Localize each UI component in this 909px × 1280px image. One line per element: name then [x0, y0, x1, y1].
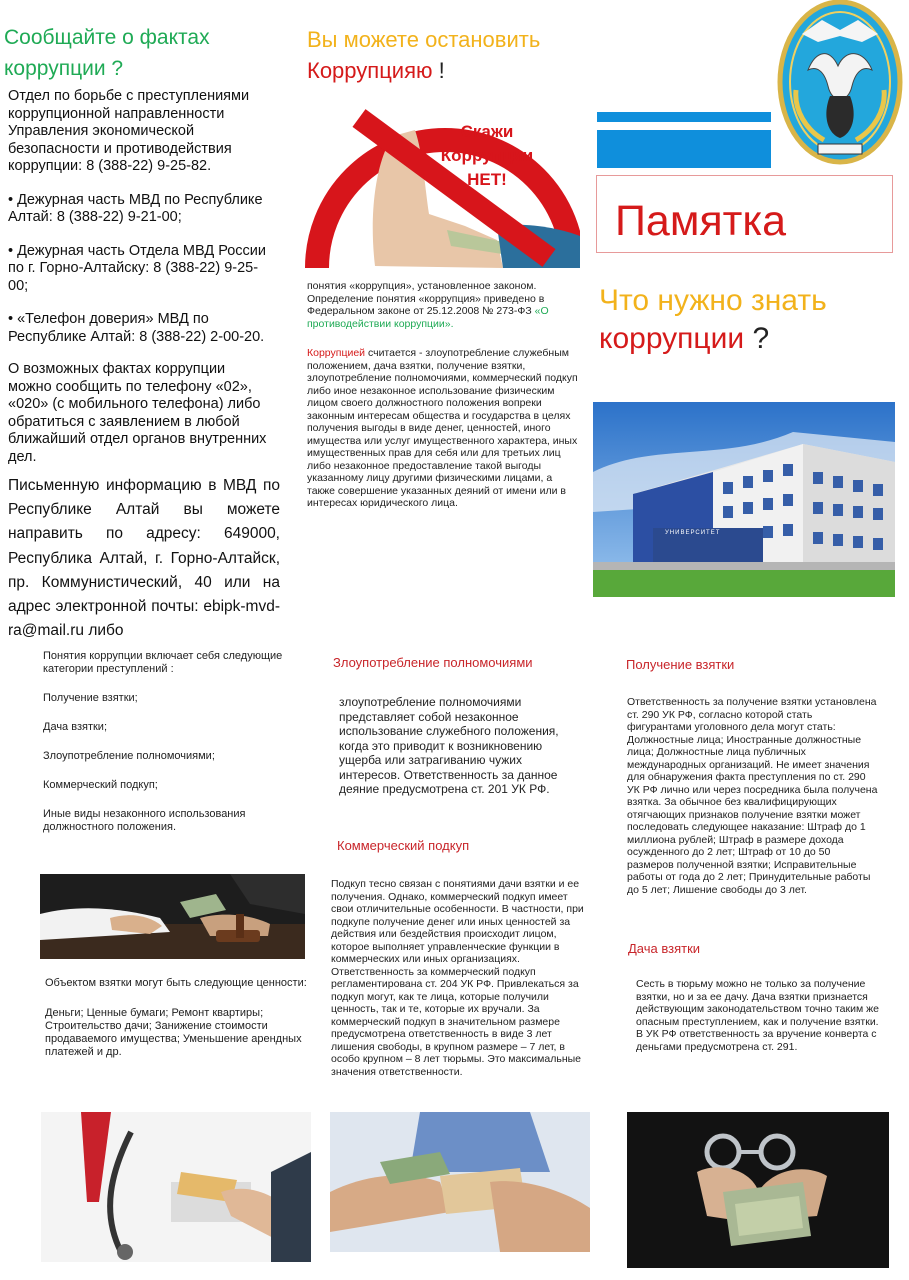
- dept-contact: Отдел по борьбе с преступлениями коррупционной направленности Управления экономической безопасности и противодействия коррупции: 8 (388-22) 9-25-82.: [8, 88, 250, 174]
- bullet-hotline: • «Телефон доверия» МВД по Республике Алтай: 8 (388-22) 2-00-20.: [8, 311, 265, 345]
- values-text: Деньги; Ценные бумаги; Ремонт квартиры; Строительство дачи; Занижение стоимости продаваемого имущества; Уменьшение арендных платежей и др.: [45, 1007, 302, 1058]
- definition-law-name: «О противодействии коррупции».: [307, 305, 549, 330]
- bribery-text: Подкуп тесно связан с понятиями дачи взятки и ее получения. Однако, коммерческий подкуп имеет свои отличительные особенности. В частности, при подкупе получение денег или иных ценностей за действия или бездействия происходит лицом, которое выполняет управленческие функции в коммерческих или иных организациях. Ответственность за коммерческий подкуп регламентирована ст. 204 УК РФ. Привлекаться за подкуп могут, как те лица, которые получили ценность, так и те, которые их вручали. За коммерческий подкуп в значительном размере предусмотрена ответственность в виде 3 лет лишения свободы, в крупном размере – 7 лет, в особо крупном – 8 лет тюрьмы. Это максимальные значения ответственности.: [331, 878, 584, 1078]
- bribe-handshake-photo: [40, 874, 305, 959]
- poster-slogan-line2: Коррупции: [440, 146, 534, 165]
- category-abuse: Злоупотребление полномочиями;: [43, 750, 215, 762]
- envelope-illustration: [330, 1112, 590, 1252]
- emblem-area: [772, 0, 909, 170]
- phones-text: О возможных фактах коррупции можно сообщить по телефону «02», «020» (с мобильного телефона) либо обратиться с заявлением в любой ближайший отдел органов внутренних дел.: [8, 361, 267, 465]
- doctor-bribe-photo: [41, 1112, 311, 1262]
- object-text: Объектом взятки могут быть следующие ценности:: [45, 977, 307, 989]
- poster-slogan-line3: НЕТ!: [467, 170, 507, 189]
- bribery-title: Коммерческий подкуп: [337, 838, 470, 853]
- memo-title: Памятка: [615, 197, 787, 245]
- what-to-know-mark: ?: [752, 322, 770, 355]
- stop-heading: [307, 24, 597, 86]
- handcuffs-illustration: [627, 1112, 889, 1268]
- definition-intro: [307, 280, 579, 330]
- category-giving: Дача взятки;: [43, 721, 108, 733]
- stop-heading-line1: Вы можете остановить: [307, 27, 541, 52]
- republic-emblem-icon: [772, 0, 909, 170]
- envelope-bribe-photo: [330, 1112, 590, 1252]
- poster-slogan-line1: Скажи: [460, 122, 514, 141]
- white-stripe: [597, 122, 771, 130]
- building-sign: УНИВЕРСИТЕТ: [665, 530, 721, 536]
- giving-text: Сесть в тюрьму можно не только за получение взятки, но и за ее дачу. Дача взятки признается действующим законодательством точно таким же опасным преступлением, как и получение взятки. В УК РФ ответственность за вручение конверта с деньгами предусмотрена ст. 291.: [636, 978, 879, 1053]
- what-to-know-line2: коррупции: [599, 322, 745, 355]
- blue-stripe-bottom: [597, 130, 771, 168]
- report-heading: Сообщайте о фактах коррупции ?: [4, 26, 210, 80]
- definition-body: считается - злоупотребление служебным положением, дача взятки, получение взятки, злоупотребление полномочиями, коммерческий подкуп либо иное незаконное использование физическим лицом своего должностного положения вопреки законным интересам общества и государства в целях получения выгоды в виде денег, ценностей, иного имущества или услуг имущественного характера, иных имущественных прав для себя или для третьих лиц либо незаконное предоставление такой выгоды указанному лицу другими физическими лицами, а также совершение указанных деяний от имени или в интересах юридического лица.: [307, 347, 578, 509]
- category-other: Иные виды незаконного использования должностного положения.: [43, 808, 246, 833]
- blue-stripe-top: [597, 112, 771, 122]
- handcuffs-photo: [627, 1112, 889, 1268]
- values-block: [45, 977, 307, 1059]
- poster-slogan: [417, 120, 557, 192]
- university-building-photo: [593, 402, 895, 597]
- definition-block: [307, 280, 579, 510]
- col1-contacts: [8, 88, 270, 466]
- category-bribery: Коммерческий подкуп;: [43, 779, 158, 791]
- title-box: [596, 175, 893, 253]
- definition-term: Коррупцией: [307, 347, 366, 359]
- definition-intro-text: понятия «коррупция», установленное законом. Определение понятия «коррупция» приведено в Федеральном законе от 25.12.2008 № 273-ФЗ: [307, 280, 545, 317]
- definition-corruption: [307, 347, 579, 510]
- stop-heading-mark: !: [438, 58, 445, 83]
- category-receiving: Получение взятки;: [43, 692, 138, 704]
- categories-intro: Понятия коррупции включает себя следующие категории преступлений :: [43, 650, 283, 675]
- receiving-title: Получение взятки: [626, 657, 735, 672]
- giving-title: Дача взятки: [628, 941, 701, 956]
- written-info-text: Письменную информацию в МВД по Республике Алтай вы можете направить по адресу: 649000, Республика Алтай, г. Горно-Алтайск, пр. Коммунистический, 40 или на адрес электронной почты: ebipk-mvd-ra@mail.ru либо: [8, 477, 280, 640]
- bullet-duty-mvd: • Дежурная часть МВД по Республике Алтай: 8 (388-22) 9-21-00;: [8, 191, 263, 225]
- stop-heading-line2: Коррупцияю: [307, 58, 433, 83]
- building-illustration: [593, 402, 895, 597]
- abuse-text: злоупотребление полномочиями представляет собой незаконное использование служебного положения, когда это приводит к возникновению ущерба или затрагиванию чужих интересов. Ответственность за данное деяние предусмотрена ст. 201 УК РФ.: [339, 695, 559, 796]
- say-no-poster: [297, 96, 580, 268]
- bullet-duty-gorno: • Дежурная часть Отдела МВД России по г. Горно-Алтайску: 8 (388-22) 9-25-00;: [8, 242, 266, 294]
- categories-list: [43, 650, 298, 834]
- doctor-illustration: [41, 1112, 311, 1262]
- what-to-know-heading: [599, 282, 899, 358]
- what-to-know-line1: Что нужно знать: [599, 284, 827, 317]
- abuse-title: Злоупотребление полномочиями: [333, 655, 533, 670]
- handshake-illustration: [40, 874, 305, 959]
- receiving-text: Ответственность за получение взятки установлена ст. 290 УК РФ, согласно которой стать фигурантами уголовного дела могут стать: Должностные лица; Иностранные должностные лица; Должностные лица публичных международных организаций. Не имеет значения для обнаружения факта преступления по ст. 290 УК РФ лично или через посредника была получена взятка. За обычное без квалифицирующих отягчающих признаков получение взятки может последовать следующее наказание: Штраф до 1 миллиона рублей; Штраф в размере дохода осужденного до 2 лет; Штраф от 10 до 50 размеров полученной взятки; Исправительные работы от года до 2 лет; Принудительные работы до 5 лет; Лишение свободы до 3 лет.: [627, 696, 878, 896]
